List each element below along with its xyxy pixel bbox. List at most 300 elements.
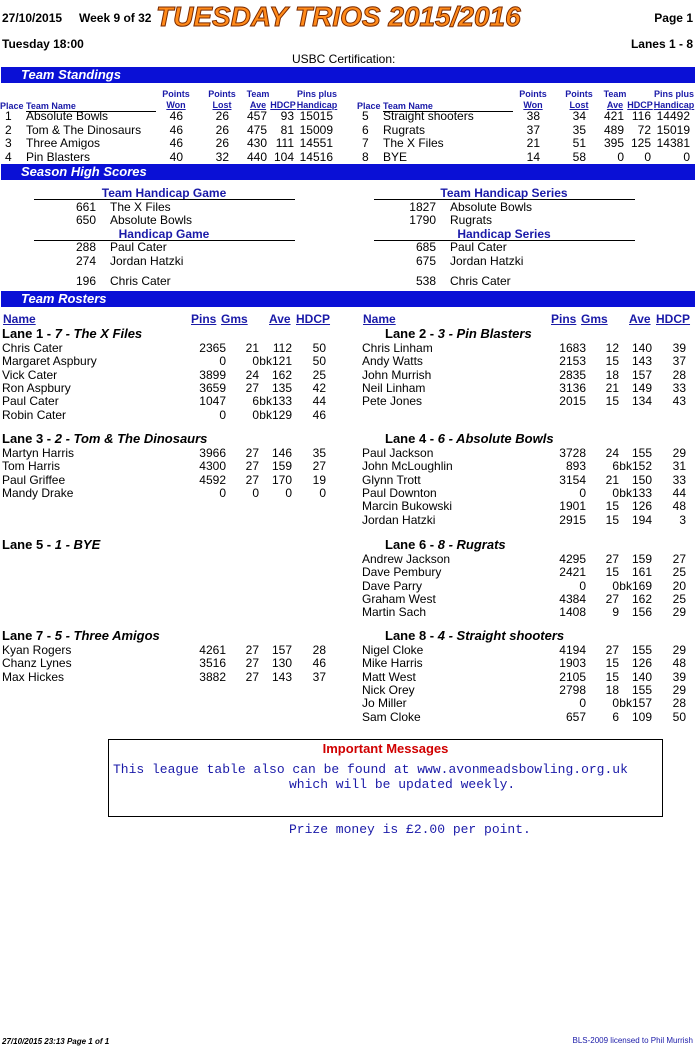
standings-row <box>0 137 340 150</box>
standing-won: 46 <box>169 122 183 137</box>
player-name: Margaret Aspbury <box>2 354 97 369</box>
lane-header <box>385 326 532 341</box>
player-ave: 0 <box>285 485 292 500</box>
player-gms: 21 <box>605 380 619 395</box>
player-hdcp: 44 <box>672 485 686 500</box>
roster-row <box>362 487 692 500</box>
player-hdcp: 33 <box>672 380 686 395</box>
hs-score: 196 <box>75 274 96 288</box>
player-pins: 1903 <box>559 656 586 671</box>
player-hdcp: 44 <box>312 394 326 409</box>
roster-row <box>362 580 692 593</box>
standing-lost: 51 <box>572 136 586 150</box>
roster-row <box>362 342 692 355</box>
player-ave: 146 <box>271 446 292 460</box>
standing-pins-plus: 14516 <box>299 149 333 164</box>
lane-label: Lane 1 - <box>2 326 52 341</box>
player-gms: 27 <box>605 552 619 566</box>
player-name: Jordan Hatzki <box>362 512 436 527</box>
standings-row <box>357 151 696 164</box>
team-rosters-bar <box>1 291 695 307</box>
roster-row <box>2 657 332 670</box>
player-pins: 3966 <box>199 446 226 460</box>
player-pins: 4194 <box>559 643 586 657</box>
standing-pins-plus: 15009 <box>299 122 333 137</box>
player-pins: 657 <box>565 709 586 724</box>
standing-place: 5 <box>362 109 369 123</box>
roster-col-name: Name <box>3 312 36 326</box>
usbc-certification: USBC Certification: <box>292 52 396 66</box>
player-gms: 15 <box>605 656 619 671</box>
player-gms: 18 <box>605 682 619 697</box>
roster-row <box>362 684 692 697</box>
player-hdcp: 28 <box>672 367 686 382</box>
player-name: Marcin Bukowski <box>362 499 453 514</box>
roster-row <box>362 514 692 527</box>
player-name: John Murrish <box>362 367 432 382</box>
standing-team: Absolute Bowls <box>26 109 109 123</box>
roster-col-pins: Pins <box>551 312 577 326</box>
hs-name: Jordan Hatzki <box>110 254 184 268</box>
player-hdcp: 39 <box>672 669 686 684</box>
player-pins: 2915 <box>559 512 586 527</box>
player-pins: 3154 <box>559 472 586 487</box>
player-pins: 893 <box>565 459 586 474</box>
lane-team: 4 - Straight shooters <box>437 628 565 643</box>
lane-label: Lane 2 - <box>385 326 435 341</box>
standing-pins-plus: 14381 <box>656 136 690 150</box>
player-name: Max Hickes <box>2 669 65 684</box>
lane-team: 5 - Three Amigos <box>54 628 160 643</box>
roster-col-gms: Gms <box>581 312 608 326</box>
col-team-ave-2: Ave <box>249 100 267 110</box>
player-name: Mike Harris <box>362 656 423 671</box>
standing-won: 46 <box>169 136 183 150</box>
standing-team: Pin Blasters <box>26 149 91 164</box>
roster-row <box>362 460 692 473</box>
roster-row <box>2 342 332 355</box>
player-gms: 15 <box>605 499 619 514</box>
player-hdcp: 42 <box>312 380 326 395</box>
standings-row <box>0 110 340 123</box>
player-name: Paul Jackson <box>362 446 434 460</box>
standing-pins-plus: 14492 <box>656 109 690 123</box>
roster-col-name: Name <box>363 312 396 326</box>
standing-team: The X Files <box>383 136 444 150</box>
player-gms: 0 <box>252 354 259 369</box>
player-hdcp: 48 <box>672 656 686 671</box>
player-ave: 156 <box>631 605 652 620</box>
player-name: Graham West <box>362 591 436 606</box>
lane-team: 8 - Rugrats <box>437 537 506 552</box>
col-points-won-1: Points <box>162 89 190 99</box>
player-name: John McLoughlin <box>362 459 453 474</box>
footer-timestamp: 27/10/2015 23:13 Page 1 of 1 <box>2 1037 110 1046</box>
hs-ths-title: Team Handicap Series <box>440 186 568 200</box>
player-hdcp: 31 <box>672 459 686 474</box>
player-gms: 15 <box>605 354 619 369</box>
message-line-1: This league table also can be found at www.avonmeadsbowling.org.uk <box>113 762 628 777</box>
player-name: Neil Linham <box>362 380 426 395</box>
player-pins: 0 <box>579 696 586 711</box>
roster-col-hdcp: HDCP <box>296 312 331 326</box>
player-hdcp: 25 <box>312 367 326 382</box>
hs-name: Paul Cater <box>450 240 507 254</box>
player-name: Jo Miller <box>362 696 407 711</box>
roster-row <box>2 460 332 473</box>
player-pins: 2798 <box>559 682 586 697</box>
hs-hg-title: Handicap Game <box>118 227 210 241</box>
player-gms: 21 <box>245 341 259 355</box>
player-hdcp: 27 <box>312 459 326 474</box>
report-title: TUESDAY TRIOS 2015/2016 <box>156 1 521 32</box>
standing-ave: 395 <box>603 136 624 150</box>
player-name: Dave Parry <box>362 578 423 593</box>
hs-thg-title: Team Handicap Game <box>101 186 227 200</box>
standing-place: 4 <box>5 149 12 164</box>
player-name: Dave Pembury <box>362 565 442 580</box>
roster-row <box>362 657 692 670</box>
player-pins: 1408 <box>559 605 586 620</box>
standing-ave: 430 <box>246 136 267 150</box>
hs-score: 675 <box>415 254 436 268</box>
player-name: Matt West <box>362 669 416 684</box>
player-ave: 109 <box>631 709 652 724</box>
lane-team: 7 - The X Files <box>54 326 143 341</box>
player-ave: bk133 <box>619 485 652 500</box>
hs-name: Chris Cater <box>450 274 511 288</box>
player-ave: 157 <box>631 367 652 382</box>
col-team-ave-1: Team <box>603 89 627 99</box>
player-gms: 27 <box>245 380 259 395</box>
standing-ave: 457 <box>246 109 267 123</box>
player-pins: 3899 <box>199 367 226 382</box>
player-pins: 0 <box>219 407 226 422</box>
col-points-lost-2: Lost <box>569 100 589 110</box>
lanes-range: Lanes 1 - 8 <box>630 37 693 51</box>
standing-pins-plus: 14551 <box>299 136 333 150</box>
standing-lost: 35 <box>572 122 586 137</box>
team-standings-title: Team Standings <box>21 67 121 82</box>
team-standings-bar <box>1 67 695 83</box>
standing-won: 46 <box>169 109 183 123</box>
high-scores-title: Season High Scores <box>21 164 147 179</box>
hs-name: Absolute Bowls <box>450 200 533 214</box>
player-pins: 1901 <box>559 499 586 514</box>
standing-lost: 26 <box>215 109 229 123</box>
player-ave: 155 <box>631 643 652 657</box>
standing-hdcp: 0 <box>644 149 651 164</box>
hs-score: 538 <box>415 274 436 288</box>
hs-score: 274 <box>75 254 96 268</box>
player-hdcp: 25 <box>672 565 686 580</box>
lane-label: Lane 4 - <box>385 431 435 446</box>
player-name: Paul Griffee <box>2 472 66 487</box>
player-ave: 140 <box>631 341 652 355</box>
roster-row <box>2 355 332 368</box>
standing-won: 40 <box>169 149 183 164</box>
standing-place: 8 <box>362 149 369 164</box>
player-name: Paul Downton <box>362 485 437 500</box>
player-pins: 2421 <box>559 565 586 580</box>
standing-hdcp: 111 <box>275 136 294 150</box>
col-pins-plus-1: Pins plus <box>653 89 694 99</box>
player-pins: 2153 <box>559 354 586 369</box>
standing-pins-plus: 15019 <box>656 122 690 137</box>
player-hdcp: 39 <box>672 341 686 355</box>
player-ave: bk169 <box>619 578 652 593</box>
hs-name: Absolute Bowls <box>110 213 193 227</box>
player-gms: 24 <box>245 367 259 382</box>
roster-row <box>2 395 332 408</box>
roster-row <box>362 671 692 684</box>
lane-header <box>385 628 564 643</box>
player-gms: 6 <box>612 709 619 724</box>
lane-header <box>385 431 554 446</box>
player-ave: 126 <box>631 499 652 514</box>
page-number: Page 1 <box>654 11 693 25</box>
standing-hdcp: 72 <box>637 122 651 137</box>
player-ave: 134 <box>631 394 652 409</box>
lane-label: Lane 5 - <box>2 537 52 552</box>
footer-license: BLS-2009 licensed to Phil Murrish <box>572 1036 693 1045</box>
lane-team: 2 - Tom & The Dinosaurs <box>54 431 208 446</box>
lane-header <box>2 628 160 643</box>
hs-score: 288 <box>75 240 96 254</box>
lane-team: 3 - Pin Blasters <box>437 326 532 341</box>
player-hdcp: 35 <box>312 446 326 460</box>
player-hdcp: 50 <box>672 709 686 724</box>
player-hdcp: 29 <box>672 605 686 620</box>
player-pins: 3136 <box>559 380 586 395</box>
player-pins: 2835 <box>559 367 586 382</box>
player-gms: 27 <box>245 656 259 671</box>
player-hdcp: 29 <box>672 682 686 697</box>
roster-col-hdcp: HDCP <box>656 312 691 326</box>
roster-row <box>2 474 332 487</box>
roster-row <box>2 447 332 460</box>
player-ave: 150 <box>631 472 652 487</box>
lane-label: Lane 8 - <box>385 628 435 643</box>
player-gms: 21 <box>605 472 619 487</box>
message-line-3: Prize money is £2.00 per point. <box>289 822 531 837</box>
standing-ave: 440 <box>246 149 267 164</box>
roster-row <box>362 447 692 460</box>
roster-row <box>362 711 692 724</box>
player-pins: 0 <box>219 354 226 369</box>
player-name: Martin Sach <box>362 605 427 620</box>
roster-col-pins: Pins <box>191 312 217 326</box>
standing-lost: 32 <box>215 149 229 164</box>
standing-team: Rugrats <box>383 122 426 137</box>
player-hdcp: 27 <box>672 552 686 566</box>
player-name: Glynn Trott <box>362 472 421 487</box>
player-hdcp: 43 <box>672 394 686 409</box>
roster-row <box>362 644 692 657</box>
player-name: Vick Cater <box>2 367 58 382</box>
player-hdcp: 46 <box>312 407 326 422</box>
player-hdcp: 48 <box>672 499 686 514</box>
standing-won: 38 <box>526 109 540 123</box>
standing-lost: 26 <box>215 122 229 137</box>
roster-row <box>362 553 692 566</box>
col-points-won-2: Won <box>523 100 543 110</box>
player-pins: 2365 <box>199 341 226 355</box>
player-ave: 155 <box>631 682 652 697</box>
player-pins: 4261 <box>199 643 226 657</box>
standing-lost: 26 <box>215 136 229 150</box>
col-points-lost-1: Points <box>565 89 593 99</box>
standing-hdcp: 116 <box>631 109 651 123</box>
player-gms: 15 <box>605 394 619 409</box>
lane-label: Lane 7 - <box>2 628 52 643</box>
player-gms: 6 <box>252 394 259 409</box>
player-gms: 9 <box>612 605 619 620</box>
player-hdcp: 25 <box>672 591 686 606</box>
player-name: Andrew Jackson <box>362 552 451 566</box>
player-name: Nick Orey <box>362 682 415 697</box>
standings-row <box>357 137 696 150</box>
hs-name: Paul Cater <box>110 240 167 254</box>
player-ave: 162 <box>631 591 652 606</box>
player-ave: 112 <box>272 341 292 355</box>
col-hdcp: HDCP <box>627 100 653 110</box>
col-hdcp: HDCP <box>270 100 296 110</box>
player-gms: 6 <box>612 459 619 474</box>
standing-hdcp: 125 <box>630 136 651 150</box>
roster-col-ave: Ave <box>629 312 651 326</box>
player-pins: 1683 <box>559 341 586 355</box>
standing-place: 6 <box>362 122 369 137</box>
roster-col-ave: Ave <box>269 312 291 326</box>
player-pins: 2015 <box>559 394 586 409</box>
player-name: Chris Linham <box>362 341 433 355</box>
lane-team: 1 - BYE <box>54 537 101 552</box>
player-ave: 126 <box>631 656 652 671</box>
col-team-ave-1: Team <box>246 89 270 99</box>
hs-score: 685 <box>415 240 436 254</box>
player-hdcp: 37 <box>672 354 686 369</box>
col-points-won-1: Points <box>519 89 547 99</box>
standing-hdcp: 81 <box>280 122 294 137</box>
player-hdcp: 50 <box>312 354 326 369</box>
hs-name: Jordan Hatzki <box>450 254 524 268</box>
player-pins: 4300 <box>199 459 226 474</box>
roster-row <box>2 409 332 422</box>
standing-team: Straight shooters <box>383 109 474 123</box>
player-pins: 3516 <box>199 656 226 671</box>
player-hdcp: 28 <box>312 643 326 657</box>
player-hdcp: 50 <box>312 341 326 355</box>
standing-won: 14 <box>526 149 540 164</box>
player-gms: 27 <box>245 459 259 474</box>
player-ave: 140 <box>631 669 652 684</box>
messages-title: Important Messages <box>322 741 449 756</box>
player-gms: 24 <box>605 446 619 460</box>
hs-score: 650 <box>75 213 96 227</box>
player-ave: 170 <box>271 472 292 487</box>
player-ave: 194 <box>631 512 652 527</box>
roster-row <box>2 369 332 382</box>
player-gms: 15 <box>605 669 619 684</box>
roster-row <box>362 474 692 487</box>
roster-row <box>362 369 692 382</box>
high-scores-bar <box>1 164 695 180</box>
player-gms: 27 <box>245 446 259 460</box>
player-hdcp: 3 <box>679 512 686 527</box>
roster-row <box>2 671 332 684</box>
player-name: Kyan Rogers <box>2 643 72 657</box>
hs-name: Rugrats <box>450 213 493 227</box>
player-name: Nigel Cloke <box>362 643 424 657</box>
roster-row <box>362 566 692 579</box>
standing-lost: 58 <box>572 149 586 164</box>
player-ave: bk133 <box>259 394 292 409</box>
player-gms: 27 <box>605 643 619 657</box>
player-hdcp: 20 <box>672 578 686 593</box>
hs-hs-title: Handicap Series <box>457 227 551 241</box>
roster-row <box>362 382 692 395</box>
standings-row <box>0 151 340 164</box>
roster-row <box>362 355 692 368</box>
standing-team: Tom & The Dinosaurs <box>26 122 142 137</box>
standing-pins-plus: 0 <box>683 149 690 164</box>
col-points-won-2: Won <box>166 100 186 110</box>
player-ave: 162 <box>271 367 292 382</box>
day-time: Tuesday 18:00 <box>2 37 84 51</box>
roster-row <box>362 500 692 513</box>
col-place: Place <box>357 101 381 111</box>
roster-row <box>2 382 332 395</box>
lane-header <box>2 537 100 552</box>
important-messages-box <box>108 739 663 837</box>
player-ave: bk152 <box>619 459 652 474</box>
roster-row <box>2 644 332 657</box>
player-ave: 161 <box>631 565 652 580</box>
standing-ave: 421 <box>603 109 624 123</box>
standings-row <box>357 110 696 123</box>
col-team-name: Team Name <box>26 101 76 111</box>
lane-label: Lane 3 - <box>2 431 52 446</box>
player-pins: 2105 <box>559 669 586 684</box>
player-gms: 27 <box>245 643 259 657</box>
col-pins-plus-2: Handicap <box>653 100 695 110</box>
player-gms: 27 <box>245 472 259 487</box>
standing-place: 1 <box>5 109 12 123</box>
standing-ave: 489 <box>603 122 624 137</box>
col-points-lost-2: Lost <box>212 100 232 110</box>
player-gms: 15 <box>605 565 619 580</box>
col-pins-plus-2: Handicap <box>296 100 338 110</box>
player-gms: 27 <box>605 591 619 606</box>
player-hdcp: 29 <box>672 446 686 460</box>
player-pins: 4592 <box>199 472 226 487</box>
player-gms: 0 <box>252 485 259 500</box>
week-label: Week 9 of 32 <box>79 11 152 25</box>
player-ave: 159 <box>631 552 652 566</box>
player-ave: 143 <box>631 354 652 369</box>
player-name: Tom Harris <box>2 459 61 474</box>
hs-score: 1827 <box>409 200 436 214</box>
standing-hdcp: 104 <box>273 149 294 164</box>
col-team-name: Team Name <box>383 101 433 111</box>
player-name: Chris Cater <box>2 341 63 355</box>
player-pins: 0 <box>579 485 586 500</box>
roster-row <box>362 593 692 606</box>
standing-ave: 0 <box>617 149 624 164</box>
player-hdcp: 37 <box>312 669 326 684</box>
roster-row <box>362 395 692 408</box>
